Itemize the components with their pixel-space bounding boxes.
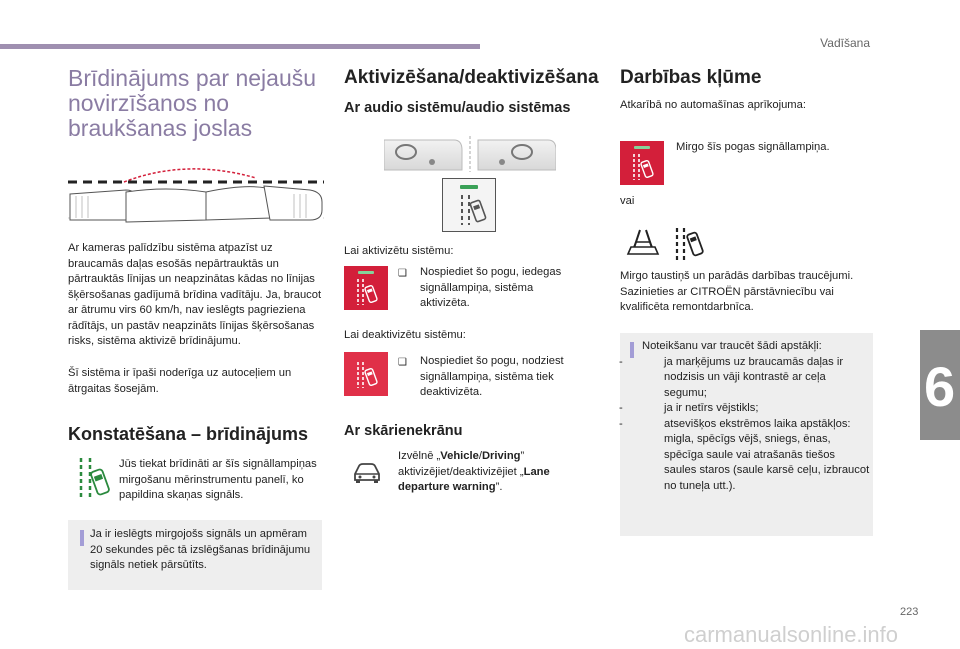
warning-text: Jūs tiekat brīdināti ar šīs signāllampiņas mirgošanu mērinstrumentu panelī, ko papildina skaņas signāls. [119,458,317,501]
lane-assist-icon [354,277,378,307]
lane-assist-icon [443,179,495,231]
lane-assist-button[interactable] [442,178,496,232]
header-bar [0,44,480,49]
malfunction-heading: Darbības kļūme [620,67,762,88]
note-text: Ja ir ieslēgts mirgojošs signāls un apmēram 20 sekundes pēc tā izslēgšanas brīdinājumu signāls netiek pārsūtīts. [90,528,311,571]
lane-departure-illustration [66,160,328,232]
page-number: 223 [900,606,919,618]
footer-watermark: carmanualsonline.info [684,622,899,647]
activate-button[interactable] [344,266,388,310]
section-title: Vadīšana [820,36,870,50]
audio-subheading: Ar audio sistēmu/audio sistēmas [344,100,571,116]
fault-text: Mirgo taustiņš un parādās darbības traucējumi. Sazinieties ar CITROËN pārstāvniecību vai kvalificēta remontdarbnīca. [620,270,854,313]
bullet-icon: ❑ [398,268,407,279]
lane-assist-icon [354,360,378,390]
lane-system-fault-icon [626,228,660,256]
intro-paragraph-2: Šī sistēma ir īpaši noderīga uz autoceļiem un ātrgaitas šosejām. [68,367,292,395]
activate-label: Lai aktivizētu sistēmu: [344,245,454,257]
car-menu-icon [352,462,382,484]
activation-heading: Aktivizēšana/deaktivizēšana [344,67,599,88]
deactivate-label: Lai deaktivizētu sistēmu: [344,329,466,341]
list-item: - atsevišķos ekstrēmos laika apstākļos: migla, spēcīgs vējš, sniegs, ēnas, spēcīga saule vai atrašanās tiešos saules staros (saule karsē ceļu, izbraucot no tuneļa utt.). [619,417,870,492]
page-title: Brīdinājums par nejaušu novirzīšanos no braukšanas joslas [68,65,317,141]
lane-departure-icon [672,226,704,262]
steering-controls-illustration [384,136,556,172]
chapter-number: 6 [924,355,956,418]
detection-heading: Konstatēšana – brīdinājums [68,424,309,444]
conditions-note-title: Noteikšanu var traucēt šādi apstākļi: [642,340,822,352]
malfunction-intro: Atkarībā no automašīnas aprīkojuma: [620,99,806,111]
note-marker [80,530,84,546]
indicator-led [634,146,650,149]
list-item: - ja ir netīrs vējstikls; [619,402,759,414]
deactivate-text: Nospiediet šo pogu, nodziest signāllampiņa, sistēma tiek deaktivizēta. [420,355,564,398]
lane-assist-icon [630,152,654,182]
fault-button[interactable] [620,141,664,185]
activate-text: Nospiediet šo pogu, iedegas signāllampiņa, sistēma aktivizēta. [420,266,562,309]
lane-warning-icon [76,456,110,500]
touchscreen-text: Izvēlnē „Vehicle/Driving” aktivizējiet/deaktivizējiet „Lane departure warning”. [398,450,550,493]
list-item: - ja marķējums uz braucamās daļas ir nodzisis un vāji kontrastē ar ceļa segumu; [619,355,844,399]
blink-text: Mirgo šīs pogas signāllampiņa. [676,141,830,153]
or-text: vai [620,195,635,207]
touchscreen-subheading: Ar skārienekrānu [344,423,463,439]
bullet-icon: ❑ [398,357,407,368]
conditions-note [619,339,870,494]
deactivate-button[interactable] [344,352,388,396]
intro-paragraph: Ar kameras palīdzību sistēma atpazīst uz braucamās daļas esošās nepārtrauktās un pārtrauktās līnijas un neapzinātas kādas no līnijas šķērsošanas gadījumā brīdina vadītāju. Ja, braucot ar ātrumu virs 60 km/h, nav ieslēgts pagrieziena rādītājs, un pastāv neapzināts līnijas šķērsošanas risks, sistēma aktivizē brīdinājumu. [68,242,322,347]
indicator-led [358,271,374,274]
